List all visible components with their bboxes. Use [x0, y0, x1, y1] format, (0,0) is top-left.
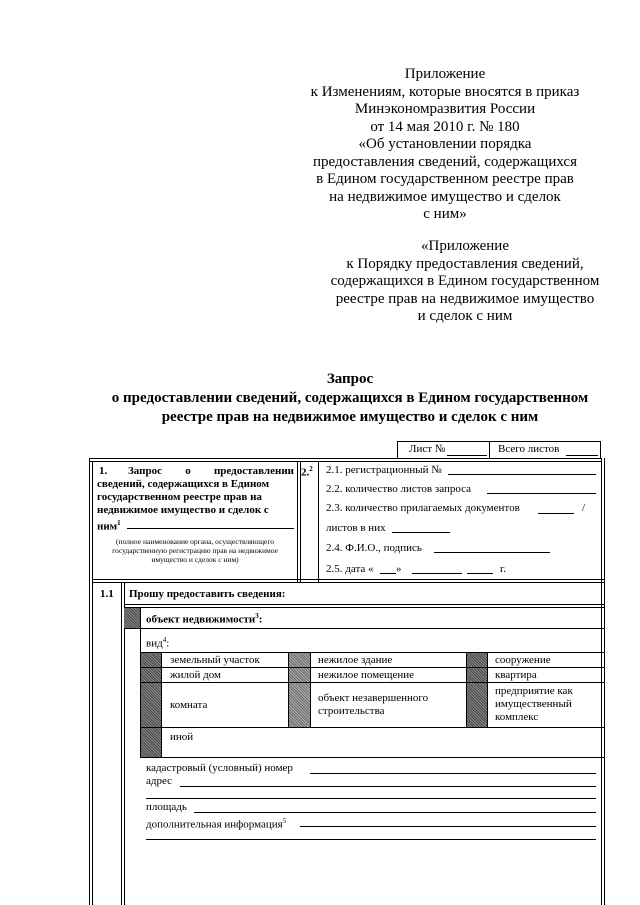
additional-info-label: дополнительная информация$^5$ — [146, 817, 287, 831]
land-plot-checkbox[interactable] — [141, 653, 161, 667]
additional-info-field-line-2[interactable] — [146, 839, 596, 840]
object-label: объект недвижимости$^3$: — [146, 612, 263, 626]
address-field-line-2[interactable] — [146, 798, 596, 799]
enterprise-label: предприятие как — [495, 685, 573, 697]
other-checkbox[interactable] — [141, 728, 161, 757]
date-day-field[interactable] — [380, 573, 396, 574]
header-line: содержащихся в Едином государственном — [330, 273, 600, 289]
cadastral-number-label: кадастровый (условный) номер — [146, 762, 293, 774]
residential-house-label: жилой дом — [170, 669, 221, 681]
non-residential-building-label: нежилое здание — [318, 654, 393, 666]
area-label: площадь — [146, 801, 187, 813]
type-label: вид$^4$: — [146, 636, 170, 650]
full-name-label: 2.4. Ф.И.О., подпись — [326, 542, 422, 554]
section-1-last-word: ним$^1$ — [97, 519, 121, 533]
unfinished-construction-checkbox[interactable] — [289, 683, 310, 727]
year-suffix: г. — [500, 563, 507, 575]
enterprise-checkbox[interactable] — [467, 683, 487, 727]
other-label: иной — [170, 731, 194, 743]
note-line: имущество и сделок с ним) — [151, 555, 239, 564]
document-title — [60, 370, 640, 427]
header-line: и сделок с ним — [417, 308, 513, 324]
docs-sheets-field[interactable] — [392, 532, 450, 533]
section-1-line: государственном реестре прав на — [97, 491, 262, 503]
header-appendix-block — [300, 66, 590, 224]
structure-label: сооружение — [495, 654, 551, 666]
total-sheets-label: Всего листов — [498, 443, 560, 455]
non-residential-premises-label: нежилое помещение — [318, 669, 415, 681]
header-line: Минэкономразвития России — [354, 101, 536, 117]
header-line: на недвижимое имущество и сделок — [329, 188, 561, 205]
title-line: о предоставлении сведений, содержащихся в Едином государственном — [111, 390, 589, 406]
date-month-field[interactable] — [412, 573, 462, 574]
section-1-line: сведений, содержащихся в Едином — [97, 478, 270, 490]
header-procedure-block — [320, 238, 610, 326]
residential-house-checkbox[interactable] — [141, 668, 161, 682]
date-quote: » — [396, 563, 402, 575]
header-line: с ним» — [423, 206, 467, 222]
additional-info-field[interactable] — [300, 826, 596, 827]
note-line: (полное наименование органа, осуществляющего — [116, 537, 274, 546]
apartment-label: квартира — [495, 669, 537, 681]
structure-checkbox[interactable] — [467, 653, 487, 667]
header-line: «Приложение — [420, 238, 509, 254]
non-residential-premises-checkbox[interactable] — [289, 668, 310, 682]
attached-docs-field[interactable] — [538, 513, 574, 514]
cadastral-number-field[interactable] — [310, 773, 596, 774]
header-line: «Об установлении порядка — [358, 136, 532, 152]
authority-name-field[interactable] — [127, 528, 294, 529]
unfinished-construction-label: объект незавершенного — [318, 692, 429, 704]
header-line: предоставления сведений, содержащихся — [312, 153, 577, 170]
slash-separator: / — [582, 502, 586, 514]
section-1-number: 1. — [99, 465, 108, 477]
header-line: Приложение — [404, 66, 486, 82]
section-1-1-heading: Прошу предоставить сведения: — [129, 588, 286, 600]
header-line: к Порядку предоставления сведений, — [346, 255, 584, 272]
request-sheets-label: 2.2. количество листов запроса — [326, 483, 472, 495]
authority-name-note — [95, 537, 295, 564]
title-line: реестре прав на недвижимое имущество и сделок с ним — [161, 409, 539, 425]
date-year-field[interactable] — [467, 573, 493, 574]
docs-sheets-label: листов в них — [326, 522, 386, 534]
non-residential-building-checkbox[interactable] — [289, 653, 310, 667]
sheet-number-label: Лист № — [409, 443, 446, 455]
address-field[interactable] — [180, 786, 596, 787]
object-checkbox[interactable] — [124, 608, 140, 628]
land-plot-label: земельный участок — [170, 654, 260, 666]
registration-number-label: 2.1. регистрационный № — [326, 464, 442, 476]
note-line: государственную регистрацию прав на недвижимое — [112, 546, 278, 555]
section-1-line: Запрос о предоставлении — [128, 465, 294, 477]
attached-docs-label: 2.3. количество прилагаемых документов — [326, 502, 520, 514]
section-1-line: недвижимое имущество и сделок с — [97, 504, 269, 516]
apartment-checkbox[interactable] — [467, 668, 487, 682]
room-label: комната — [170, 699, 208, 711]
request-sheets-field[interactable] — [487, 493, 596, 494]
room-checkbox[interactable] — [141, 683, 161, 727]
registration-number-field[interactable] — [448, 474, 596, 475]
header-line: к Изменениям, которые вносятся в приказ — [310, 83, 580, 100]
full-name-field[interactable] — [434, 552, 550, 553]
enterprise-label: имущественный — [495, 698, 572, 710]
address-label: адрес — [146, 775, 173, 787]
header-line: в Едином государственном реестре прав — [316, 171, 574, 187]
title-line: Запрос — [326, 371, 374, 387]
header-line: реестре прав на недвижимое имущество — [335, 290, 595, 307]
unfinished-construction-label: строительства — [318, 705, 385, 717]
header-line: от 14 мая 2010 г. № 180 — [370, 118, 520, 135]
section-1-1-number: 1.1 — [100, 588, 114, 600]
enterprise-label: комплекс — [495, 711, 539, 723]
area-field[interactable] — [194, 812, 596, 813]
date-label: 2.5. дата « — [326, 563, 374, 575]
section-2-number: 2.$^2$ — [301, 465, 313, 479]
